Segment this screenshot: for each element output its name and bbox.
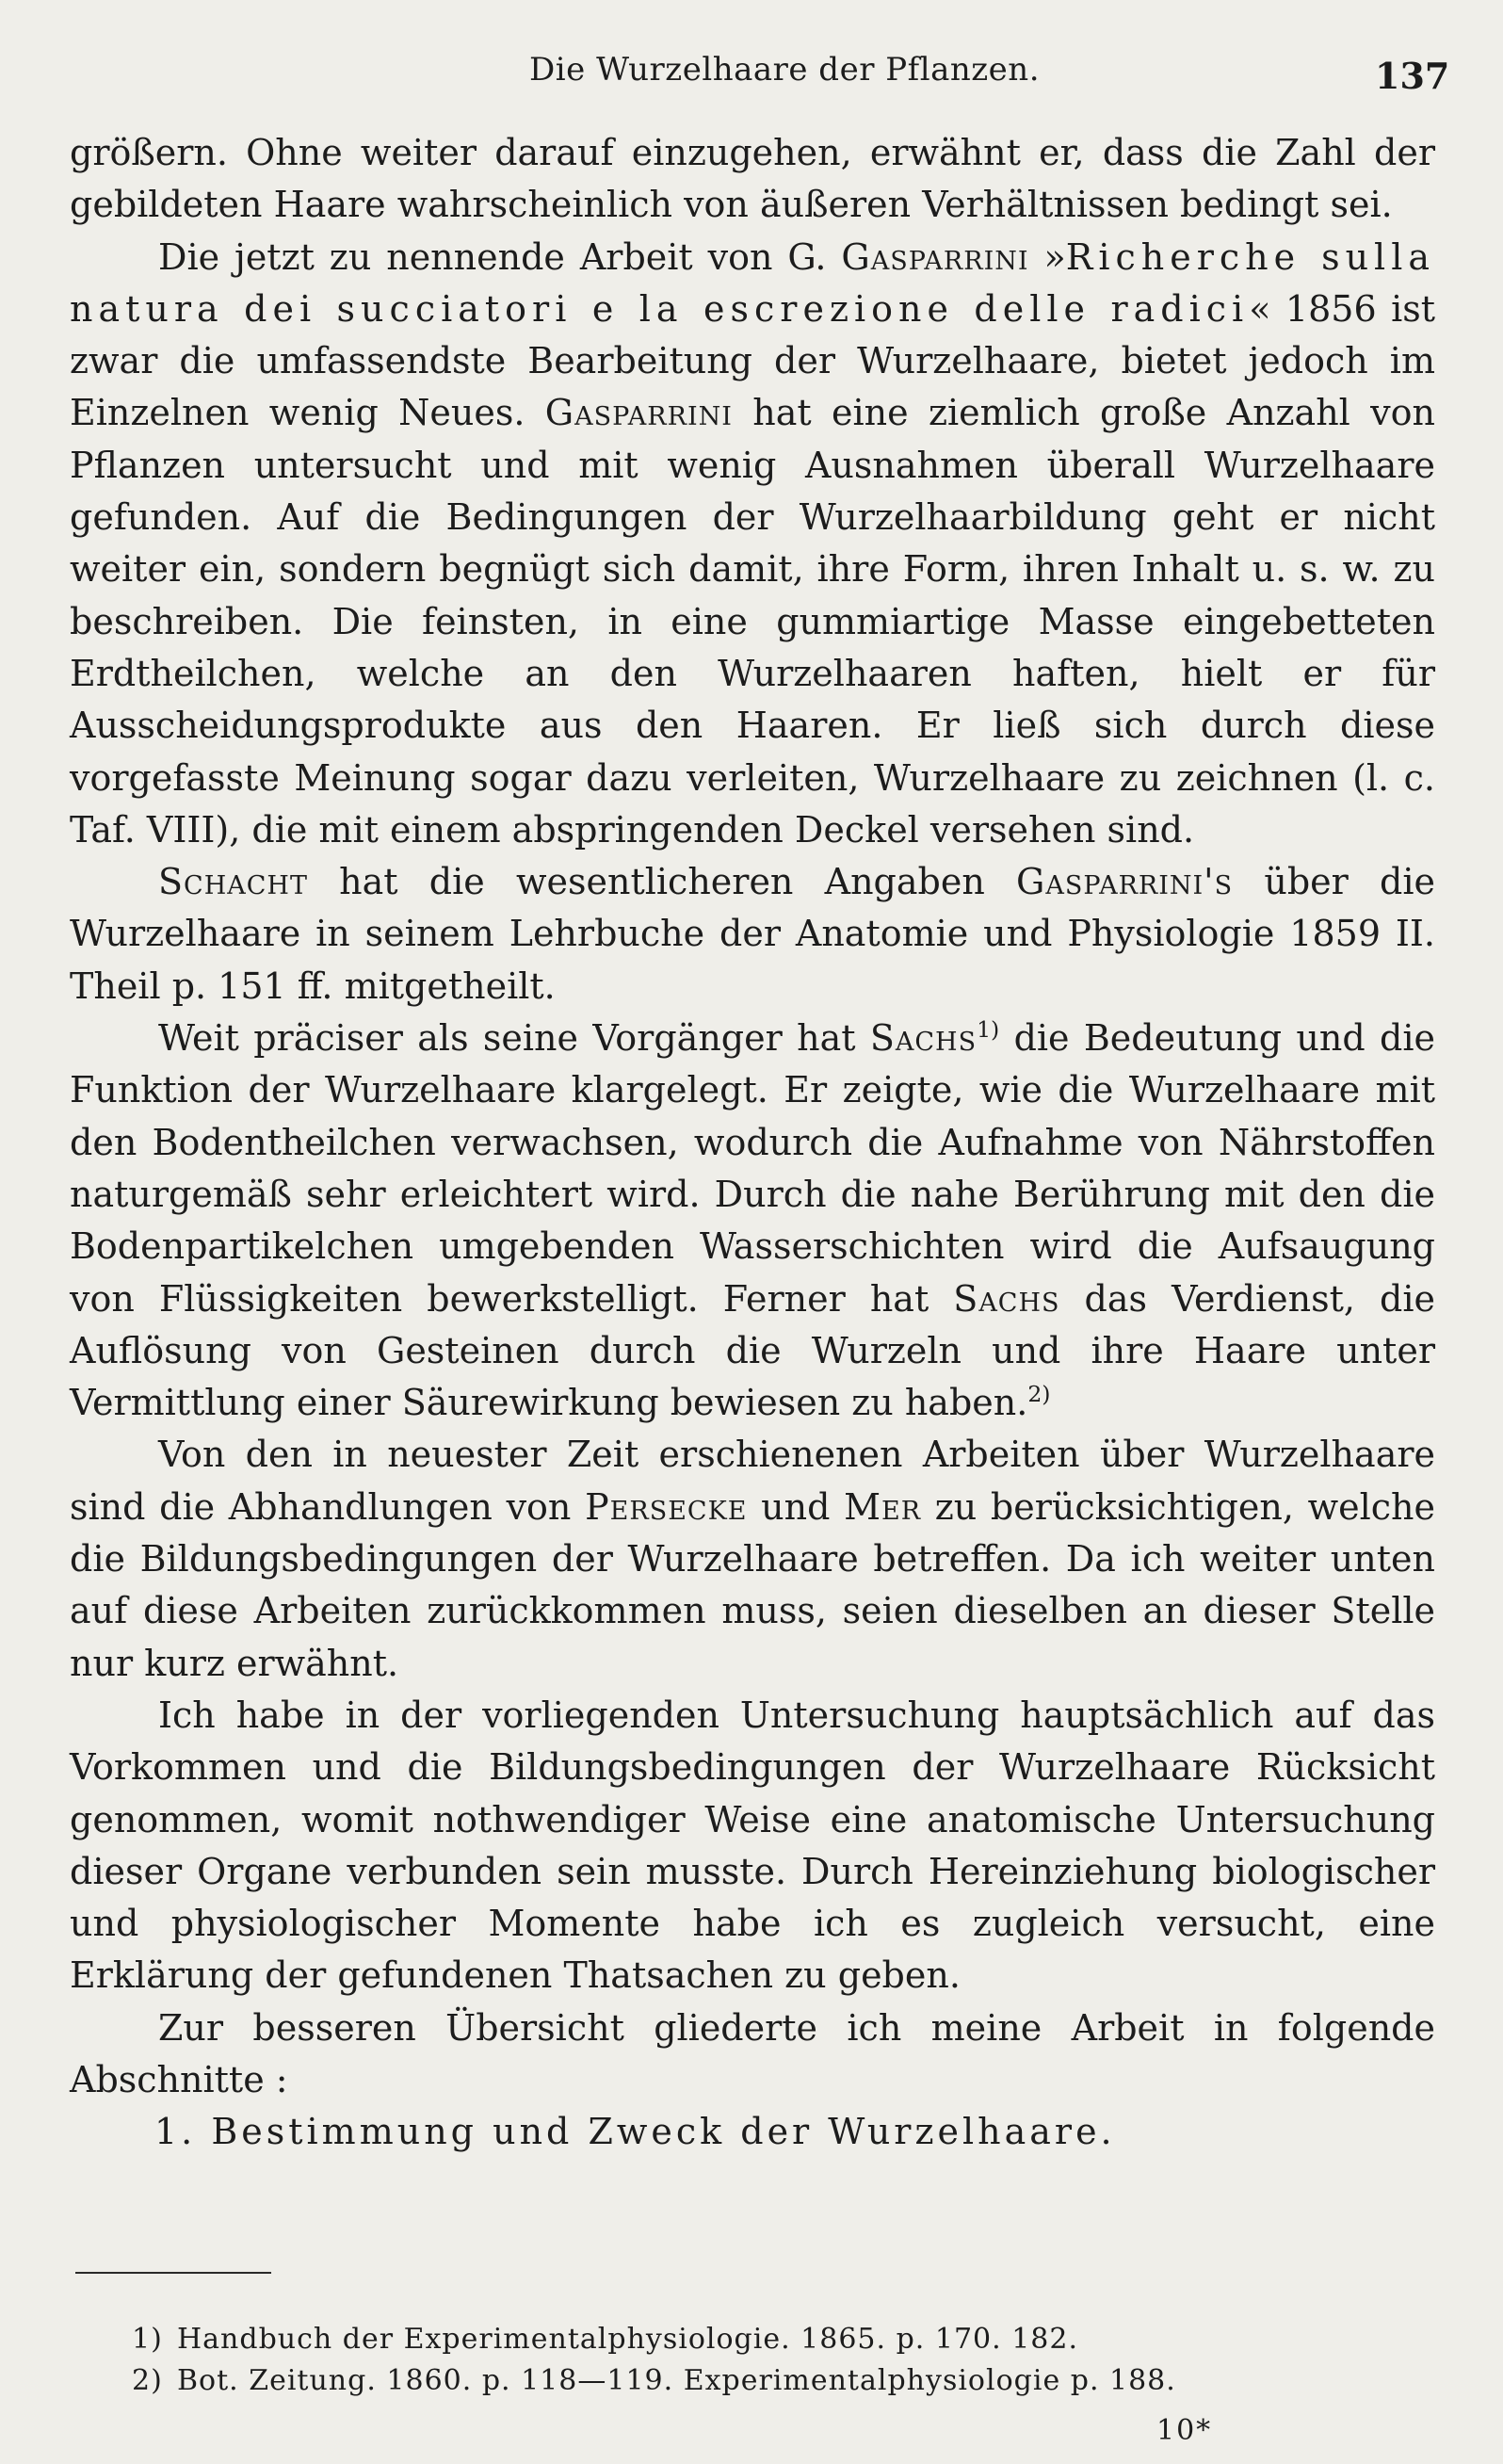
text-run: die Bedeutung und die Funktion der Wurzelhaare klargelegt. Er zeigte, wie die Wurzelhaare mit den Bodentheilchen verwachsen, wodurch die Aufnahme von Nährstoffen naturgemäß sehr erleichtert wird. Durch die nahe Berührung mit den die Bodenpartikelchen umgebenden Wasserschichten wird die Aufsaugung von Flüssigkeiten bewerkstelligt. Ferner hat [70,1017,1435,1320]
footnote-mark: 1) [132,2323,163,2356]
text-run: Ich habe in der vorliegenden Untersuchung hauptsächlich auf das Vorkommen und die Bildungsbedingungen der Wurzelhaare Rücksicht genommen, womit nothwendiger Weise eine anatomische Untersuchung dieser Organe verbunden sein musste. Durch Hereinziehung biologischer und physiologischer Momente habe ich es zugleich versucht, eine Erklärung der gefundenen Thatsachen zu geben. [70,1694,1435,1997]
paragraph [70,1013,1435,1429]
text-run: das Verdienst, die Auflösung von Gesteinen durch die Wurzeln und ihre Haare unter Vermittlung einer Säurewirkung bewiesen zu haben. [70,1277,1435,1424]
author-name: Sachs [869,1017,978,1060]
footnote-ref: 1) [977,1015,1000,1043]
text-run: hat eine ziemlich große Anzahl von Pflanzen untersucht und mit wenig Ausnahmen überall Wurzelhaare gefunden. Auf die Bedingungen der Wurzelhaarbildung geht er nicht weiter ein, sondern begnügt sich damit, ihre Form, ihren Inhalt u. s. w. zu beschreiben. Die feinsten, in eine gummiartige Masse eingebetteten Erdtheilchen, welche an den Wurzelhaaren haften, hielt er für Ausscheidungsprodukte aus den Haaren. Er ließ sich durch diese vorgefasste Meinung sogar dazu verleiten, Wurzelhaare zu zeichnen (l. c. Taf. VIII), die mit einem abspringenden Deckel versehen sind. [70,392,1436,851]
text-run: größern. Ohne weiter darauf einzugehen, erwähnt er, dass die Zahl der gebildeten Haare wahrscheinlich von äußeren Verhältnissen bedingt sei. [70,132,1435,226]
text-run: Zur besseren Übersicht gliederte ich meine Arbeit in folgende Abschnitte : [70,2006,1435,2100]
text-run: Von den in neuester Zeit erschienenen Arbeiten über Wurzelhaare sind die Abhandlungen von [70,1434,1435,1528]
author-name: Sachs [953,1277,1060,1320]
text-run: hat die wesentlicheren Angaben [307,861,1017,903]
text-run: « 1856 ist zwar die umfassendste Bearbeitung der Wurzelhaare, bietet jedoch im Einzelnen wenig Neues. [70,287,1436,434]
footnote-text: Bot. Zeitung. 1860. p. 118—119. Experimentalphysiologie p. 188. [177,2364,1176,2397]
text-run: zu berücksichtigen, welche die Bildungsbedingungen der Wurzelhaare betreffen. Da ich weiter unten auf diese Arbeiten zurückkommen muss, seien dieselben an dieser Stelle nur kurz erwähnt. [70,1485,1436,1684]
author-name: Persecke [585,1485,748,1528]
body-text [70,127,1435,2159]
footnote-ref: 2) [1027,1381,1051,1407]
paragraph [70,856,1435,1013]
author-name: Mer [844,1485,922,1528]
text-run: Weit präciser als seine Vorgänger hat [158,1017,870,1060]
page-header [0,47,1503,104]
paragraph [70,2002,1435,2107]
text-run: Die jetzt zu nennende Arbeit von G. [158,235,842,278]
author-name: Gasparrini [841,235,1029,278]
paragraph [70,1429,1435,1689]
text-run: über die Wurzelhaare in seinem Lehrbuche der Anatomie und Physiologie 1859 II. Theil p. 151 ff. mitgetheilt. [70,861,1435,1007]
section-heading: 1. Bestimmung und Zweck der Wurzelhaare. [154,2111,1116,2153]
cited-title: Richerche sulla natura dei succiatori e la escrezione delle radici [70,235,1436,330]
footnotes [132,2319,1431,2402]
running-title: Die Wurzelhaare der Pflanzen. [529,51,1040,89]
paragraph [70,127,1435,232]
author-name: Gasparrini's [1016,861,1234,903]
author-name: Schacht [158,861,308,903]
footnote [132,2319,1431,2360]
page-number: 137 [1375,55,1450,97]
text-run: » [1028,235,1066,278]
footnote-text: Handbuch der Experimentalphysiologie. 1865. p. 170. 182. [177,2323,1078,2356]
footnote [132,2360,1431,2402]
footnote-mark: 2) [132,2364,163,2397]
signature-mark: 10* [1156,2414,1213,2447]
paragraph [70,232,1435,857]
author-name: Gasparrini [544,392,733,434]
text-run: und [747,1485,845,1528]
paragraph [70,1690,1435,2002]
footnote-rule [75,2272,271,2274]
